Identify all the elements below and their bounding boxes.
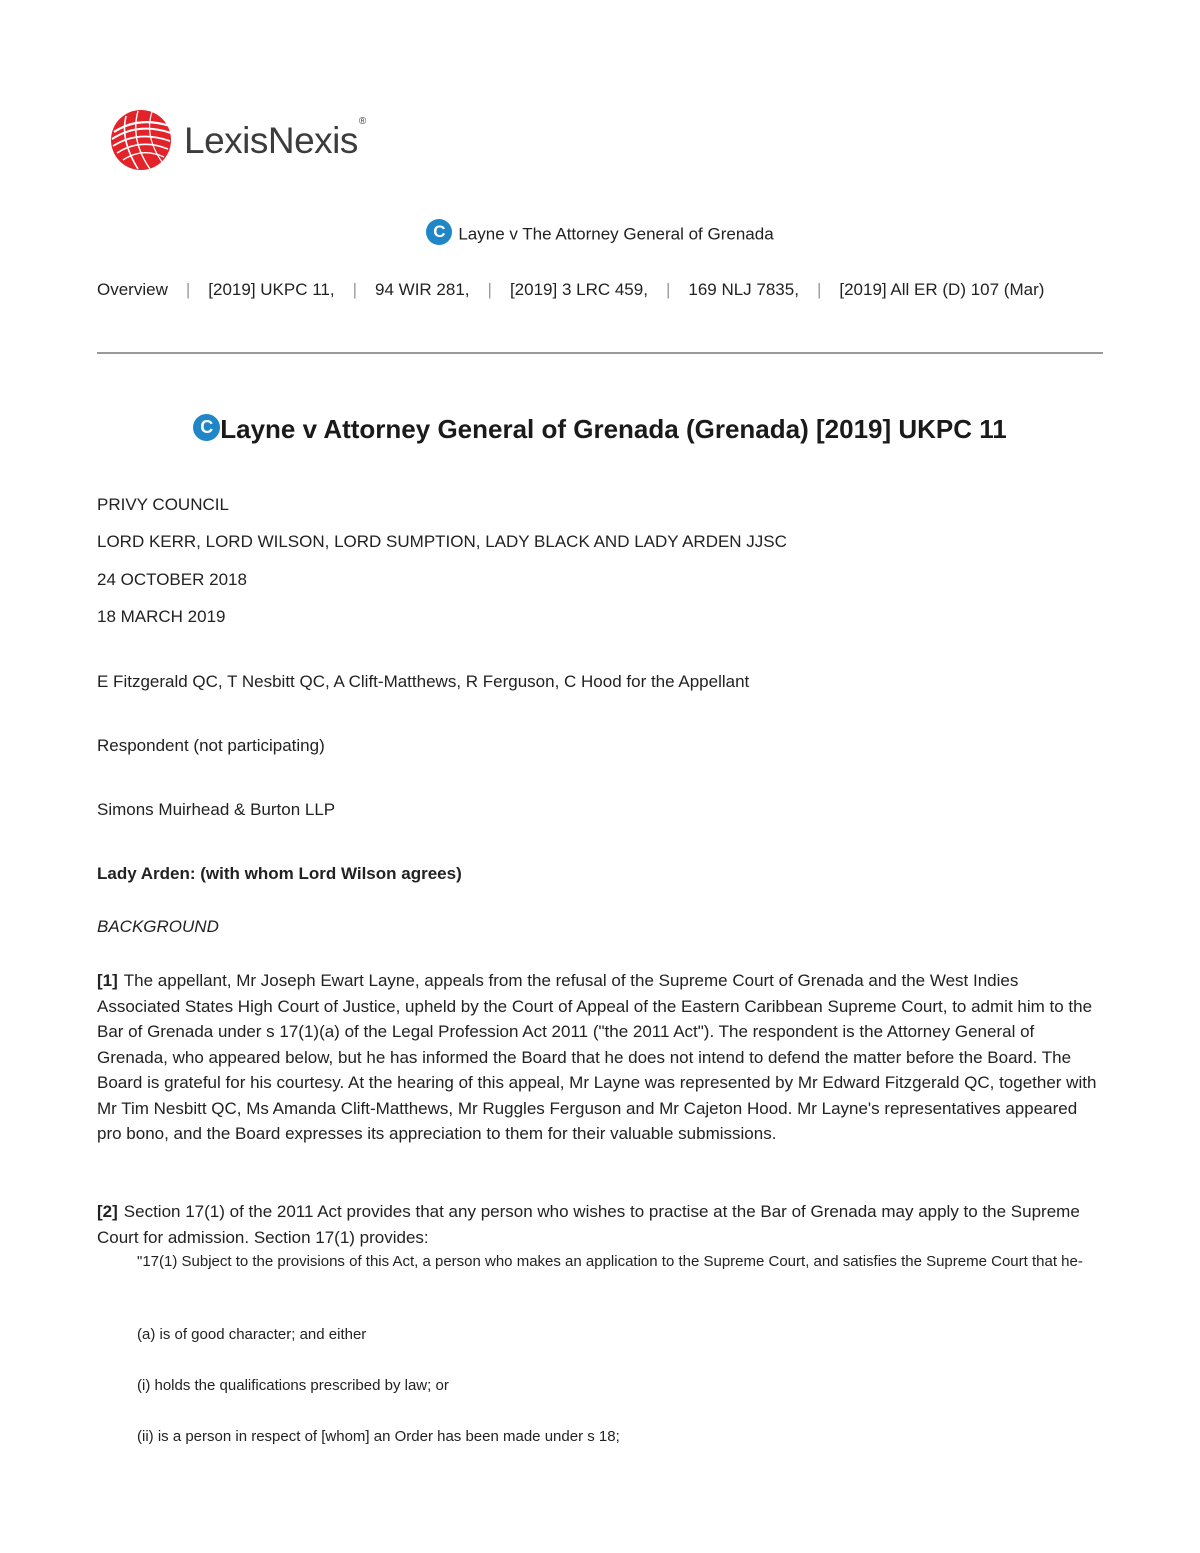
citation-separator: | bbox=[185, 280, 191, 299]
statute-clause-ii: (ii) is a person in respect of [whom] an Order has been made under s 18; bbox=[137, 1428, 620, 1445]
judgment-date: 18 MARCH 2019 bbox=[97, 607, 226, 626]
header-divider bbox=[97, 352, 1103, 354]
paragraph-number: [2] bbox=[97, 1202, 118, 1221]
citation-separator: | bbox=[816, 280, 822, 299]
citation-separator: | bbox=[665, 280, 671, 299]
statute-clause-a: (a) is of good character; and either bbox=[137, 1326, 367, 1343]
paragraph-1 bbox=[97, 968, 1103, 1147]
citation-item[interactable]: [2019] 3 LRC 459, bbox=[509, 280, 648, 299]
paragraph-number: [1] bbox=[97, 971, 118, 990]
statute-quote-intro: "17(1) Subject to the provisions of this Act, a person who makes an application to the Supreme Court, and satisfies the Supreme Court that he- bbox=[137, 1253, 1083, 1270]
judge-heading: Lady Arden: (with whom Lord Wilson agrees) bbox=[97, 864, 462, 883]
case-title bbox=[0, 414, 1200, 445]
citations-bar bbox=[97, 278, 1103, 302]
hearing-date: 24 OCTOBER 2018 bbox=[97, 570, 247, 589]
logo-wordmark: LexisNexis® bbox=[184, 115, 366, 161]
citation-item[interactable]: 94 WIR 281, bbox=[375, 280, 470, 299]
judges-list: LORD KERR, LORD WILSON, LORD SUMPTION, LADY BLACK AND LADY ARDEN JJSC bbox=[97, 532, 787, 551]
citation-overview-link[interactable]: Overview bbox=[97, 280, 168, 299]
citation-item[interactable]: [2019] UKPC 11, bbox=[208, 280, 335, 299]
case-status-c-icon: C bbox=[193, 414, 220, 441]
lexisnexis-globe-icon bbox=[108, 106, 174, 172]
solicitors: Simons Muirhead & Burton LLP bbox=[97, 800, 336, 819]
paragraph-text: Section 17(1) of the 2011 Act provides that any person who wishes to practise at the Bar of Grenada may apply to the Supreme Court for admission. Section 17(1) provides: bbox=[97, 1202, 1080, 1247]
respondent-counsel: Respondent (not participating) bbox=[97, 736, 325, 755]
document-title bbox=[0, 222, 1200, 248]
citation-separator: | bbox=[352, 280, 358, 299]
court-name: PRIVY COUNCIL bbox=[97, 495, 229, 514]
citation-item[interactable]: 169 NLJ 7835, bbox=[688, 280, 799, 299]
statute-clause-i: (i) holds the qualifications prescribed by law; or bbox=[137, 1377, 449, 1394]
citation-separator: | bbox=[487, 280, 492, 299]
citation-item[interactable]: [2019] All ER (D) 107 (Mar) bbox=[839, 280, 1045, 299]
case-title-text: Layne v Attorney General of Grenada (Grenada) [2019] UKPC 11 bbox=[220, 414, 1007, 444]
document-title-text: Layne v The Attorney General of Grenada bbox=[458, 224, 774, 244]
paragraph-2 bbox=[97, 1199, 1103, 1250]
paragraph-text: The appellant, Mr Joseph Ewart Layne, appeals from the refusal of the Supreme Court of Grenada and the West Indies Associated States High Court of Justice, upheld by the Court of Appeal of the Eastern Caribbean Supreme Court, to admit him to the Bar of Grenada under s 17(1)(a) of the Legal Profession Act 2011 ("the 2011 Act"). The respondent is the Attorney General of Grenada, who appeared below, but he has informed the Board that he does not intend to defend the matter before the Board. The Board is grateful for his courtesy. At the hearing of this appeal, Mr Layne was represented by Mr Edward Fitzgerald QC, together with Mr Tim Nesbitt QC, Ms Amanda Clift-Matthews, Mr Ruggles Ferguson and Mr Cajeton Hood. Mr Layne's representatives appeared pro bono, and the Board expresses its appreciation to them for their valuable submissions. bbox=[97, 971, 1097, 1143]
section-heading: BACKGROUND bbox=[97, 917, 219, 936]
lexisnexis-logo bbox=[108, 106, 366, 172]
case-status-c-icon: C bbox=[426, 219, 452, 245]
appellant-counsel: E Fitzgerald QC, T Nesbitt QC, A Clift-Matthews, R Ferguson, C Hood for the Appellant bbox=[97, 672, 750, 691]
